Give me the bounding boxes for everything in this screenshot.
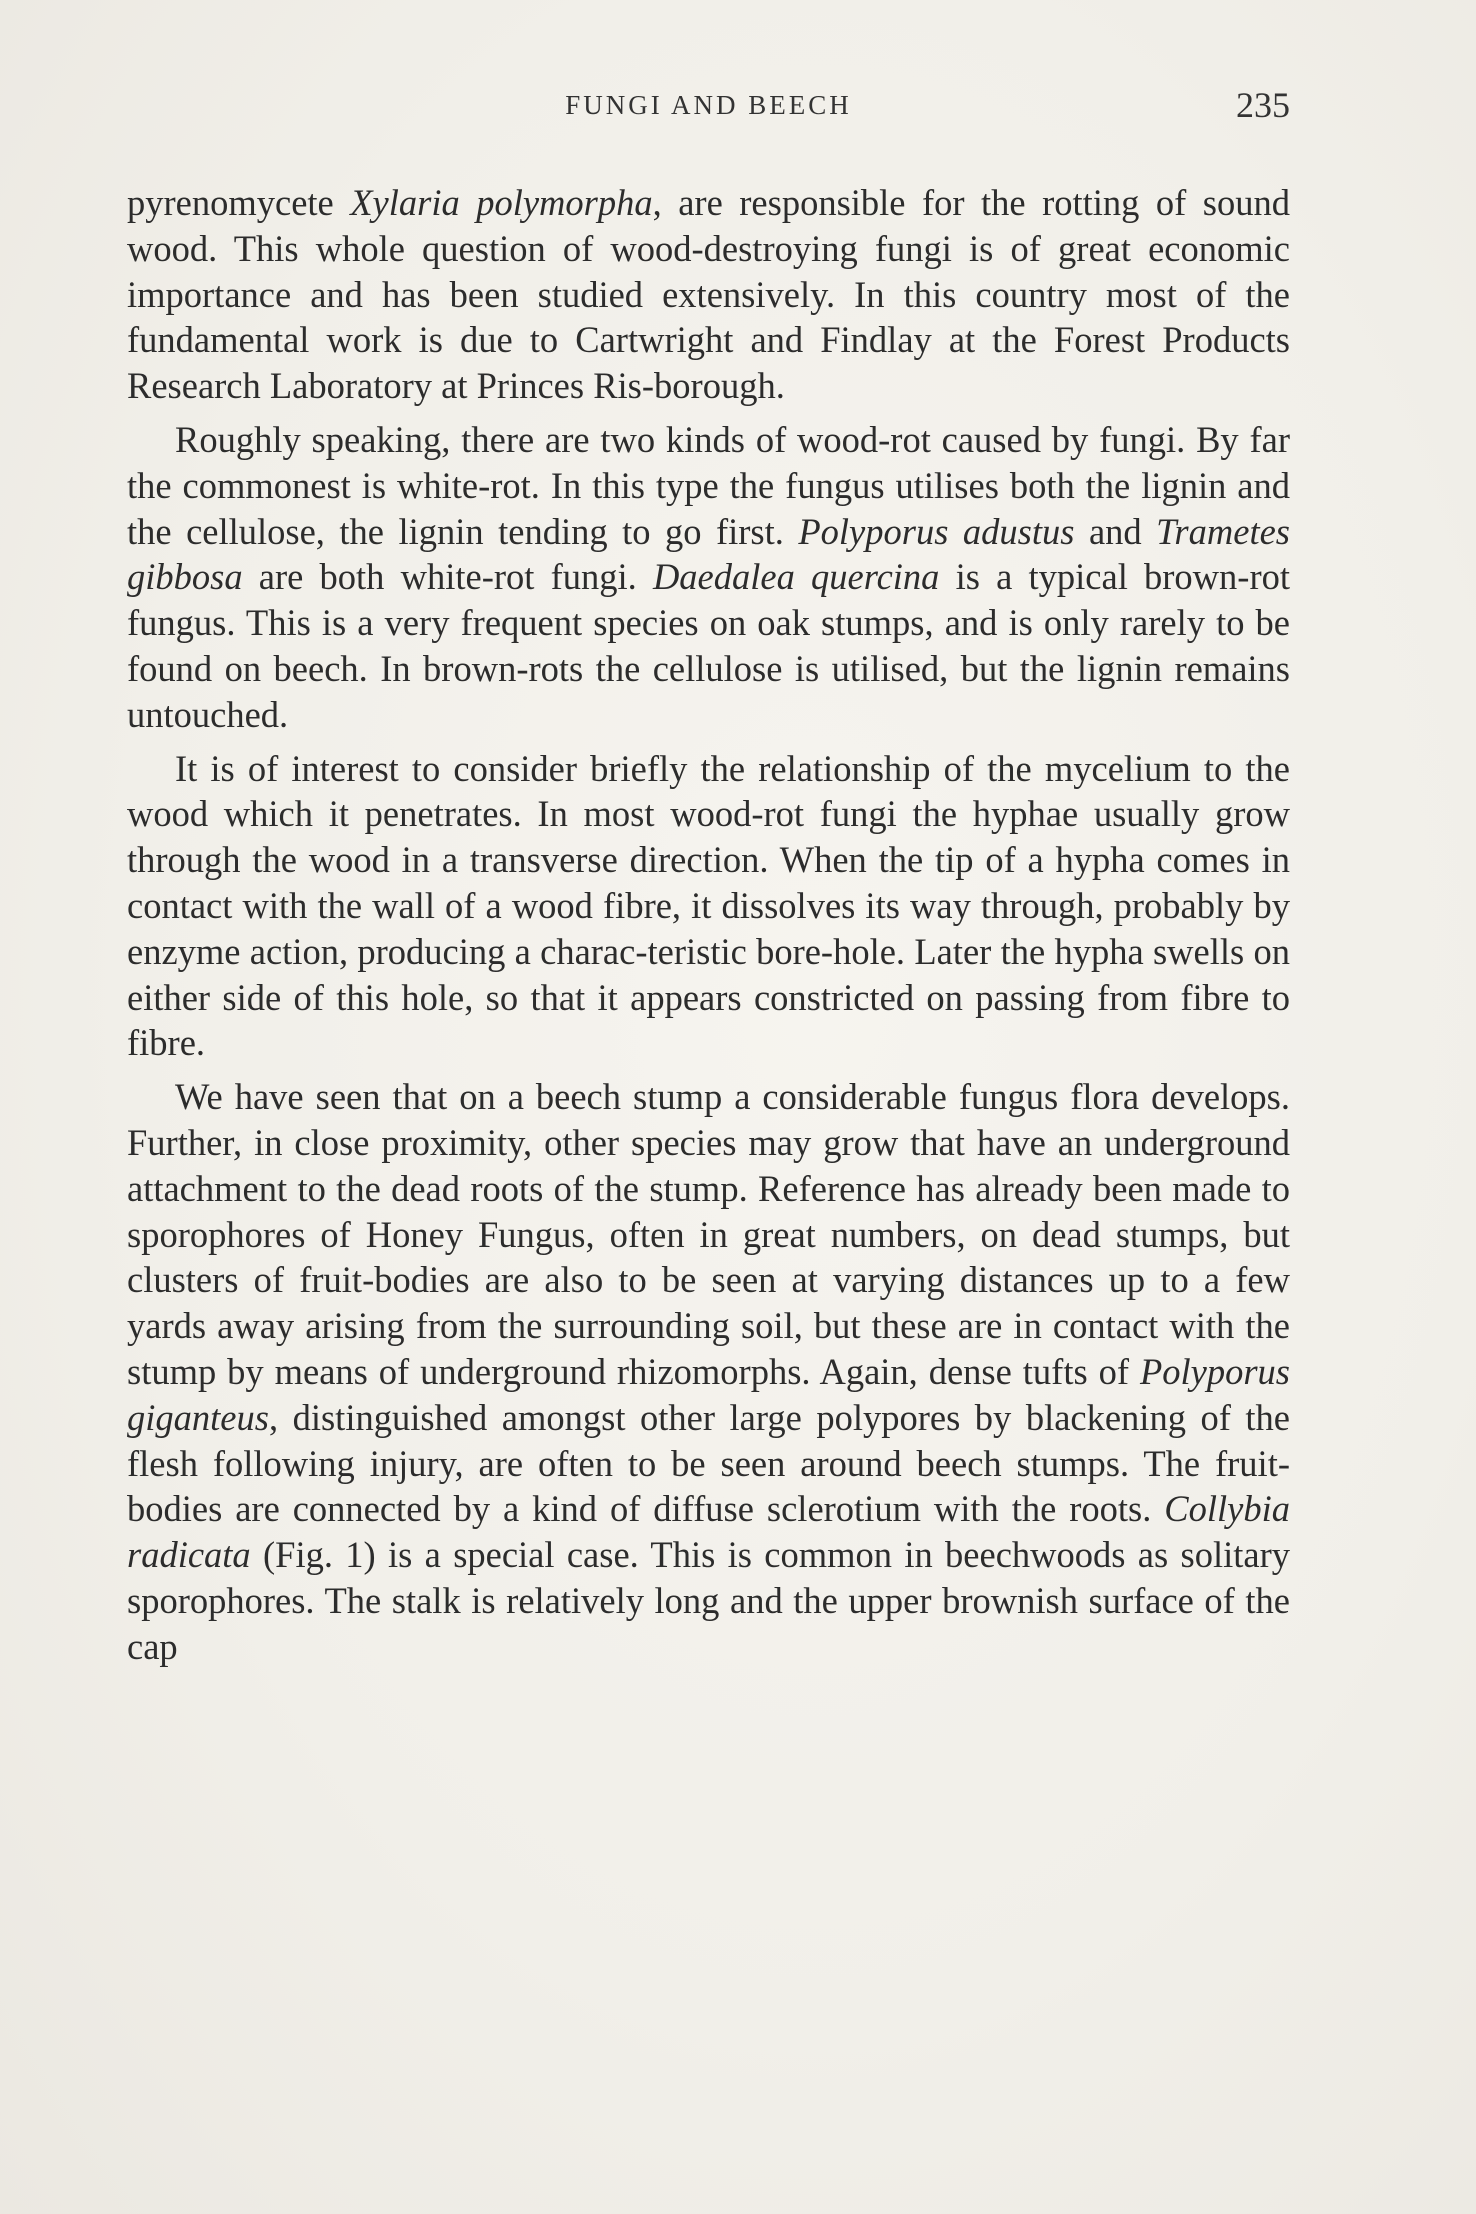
text-span: and bbox=[1074, 510, 1157, 552]
running-head: FUNGI AND BEECH bbox=[565, 90, 852, 120]
text-span: pyrenomycete bbox=[127, 182, 351, 223]
text-span: It is of interest to consider briefly the relationship of the mycelium to the wood which it penetrates. In most wood-rot fungi the hyphae usually grow through the wood in a transverse direction. When the tip of a hypha comes in contact with the wall of a wood fibre, it dissolves its way through, probably by enzyme action, producing a charac-teristic bore-hole. Later the hypha swells on either side of this hole, so that it appears constricted on passing from fibre to fibre. bbox=[127, 747, 1290, 1064]
species-name: Trametes gibbosa bbox=[127, 510, 1290, 598]
species-name: Daedalea quercina bbox=[652, 556, 940, 598]
paragraph-1 bbox=[127, 180, 1290, 409]
paragraph-3 bbox=[127, 746, 1290, 1067]
species-name: Xylaria polymorpha bbox=[350, 182, 653, 223]
text-span: are both white-rot fungi. bbox=[242, 556, 653, 598]
text-span: Roughly speaking, there are two kinds of wood-rot caused by fungi. By far the commonest is white-rot. In this type the fungus utilises both the lignin and the cellulose, the lignin tending to go first. bbox=[127, 418, 1290, 552]
text-span: , are responsible for the rotting of sound wood. This whole question of wood-destroying fungi is of great economic importance and has been studied extensively. In this country most of the fundamental work is due to Cartwright and Findlay at the Forest Products Research Laboratory at Princes Ris-borough. bbox=[127, 182, 1291, 407]
body-text bbox=[127, 180, 1290, 1670]
text-span: is a typical brown-rot fungus. This is a very frequent species on oak stumps, and is only rarely to be found on beech. In brown-rots the cellulose is utilised, but the lignin remains untouched. bbox=[127, 556, 1290, 735]
species-name: Polyporus giganteus bbox=[127, 1350, 1290, 1438]
text-span: We have seen that on a beech stump a considerable fungus flora develops. Further, in close proximity, other species may grow that have an underground attachment to the dead roots of the stump. Reference has already been made to sporophores of Honey Fungus, often in great numbers, on dead stumps, but clusters of fruit-bodies are also to be seen at varying distances up to a few yards away arising from the surrounding soil, but these are in contact with the stump by means of underground rhizomorphs. Again, dense tufts of bbox=[127, 1076, 1290, 1392]
paragraph-2 bbox=[127, 417, 1290, 738]
page-number: 235 bbox=[1236, 85, 1290, 125]
page-header bbox=[127, 85, 1290, 140]
text-span: , distinguished amongst other large polypores by blackening of the flesh following injury, are often to be seen around beech stumps. The fruit-bodies are connected by a kind of diffuse sclerotium with the roots. bbox=[127, 1396, 1290, 1530]
species-name: Polyporus adustus bbox=[798, 510, 1075, 552]
paragraph-4 bbox=[127, 1074, 1290, 1669]
species-name: Collybia radicata bbox=[127, 1488, 1290, 1576]
text-span: (Fig. 1) is a special case. This is common in beechwoods as solitary sporophores. The stalk is relatively long and the upper brownish surface of the cap bbox=[127, 1534, 1290, 1667]
